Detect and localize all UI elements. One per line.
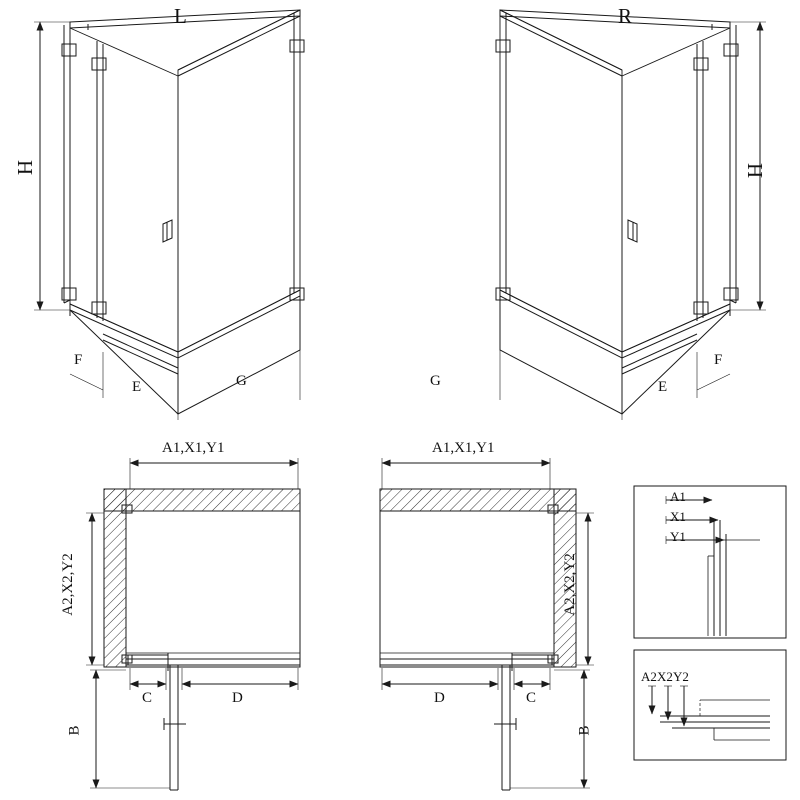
- plan-left-dim-d: D: [232, 690, 243, 706]
- detail-bottom-label-x2: X2: [657, 669, 673, 684]
- detail-top-label-a1: A1: [670, 489, 686, 504]
- plan-view-right: [380, 458, 594, 790]
- plan-right-dim-b: B: [576, 725, 593, 736]
- iso-left-label-g: G: [236, 373, 247, 389]
- iso-view-right: [496, 10, 766, 420]
- detail-top-label-x1: X1: [670, 509, 686, 524]
- plan-view-left: [86, 458, 300, 790]
- iso-left-title: L: [174, 4, 187, 28]
- iso-right-title: R: [618, 4, 633, 28]
- detail-corner-top: [634, 486, 786, 638]
- iso-right-label-g: G: [430, 373, 441, 389]
- plan-left-top-dim: A1,X1,Y1: [162, 440, 225, 456]
- detail-top-label-y1: Y1: [670, 529, 686, 544]
- plan-left-dim-c: C: [142, 690, 153, 706]
- plan-left-dim-b: B: [66, 725, 83, 736]
- plan-right-dim-c: C: [526, 690, 537, 706]
- iso-right-height-label: H: [743, 162, 768, 179]
- iso-right-label-e: E: [658, 379, 668, 395]
- plan-right-top-dim: A1,X1,Y1: [432, 440, 495, 456]
- detail-bottom-label-a2: A2: [641, 669, 657, 684]
- plan-left-side-dim: A2,X2,Y2: [59, 553, 76, 616]
- detail-corner-bottom: [634, 650, 786, 760]
- plan-right-dim-d: D: [434, 690, 445, 706]
- iso-left-label-e: E: [132, 379, 142, 395]
- iso-right-label-f: F: [714, 352, 723, 368]
- detail-bottom-label-y2: Y2: [673, 669, 689, 684]
- iso-left-height-label: H: [13, 159, 38, 176]
- plan-right-side-dim: A2,X2,Y2: [561, 553, 578, 616]
- iso-left-label-f: F: [74, 352, 83, 368]
